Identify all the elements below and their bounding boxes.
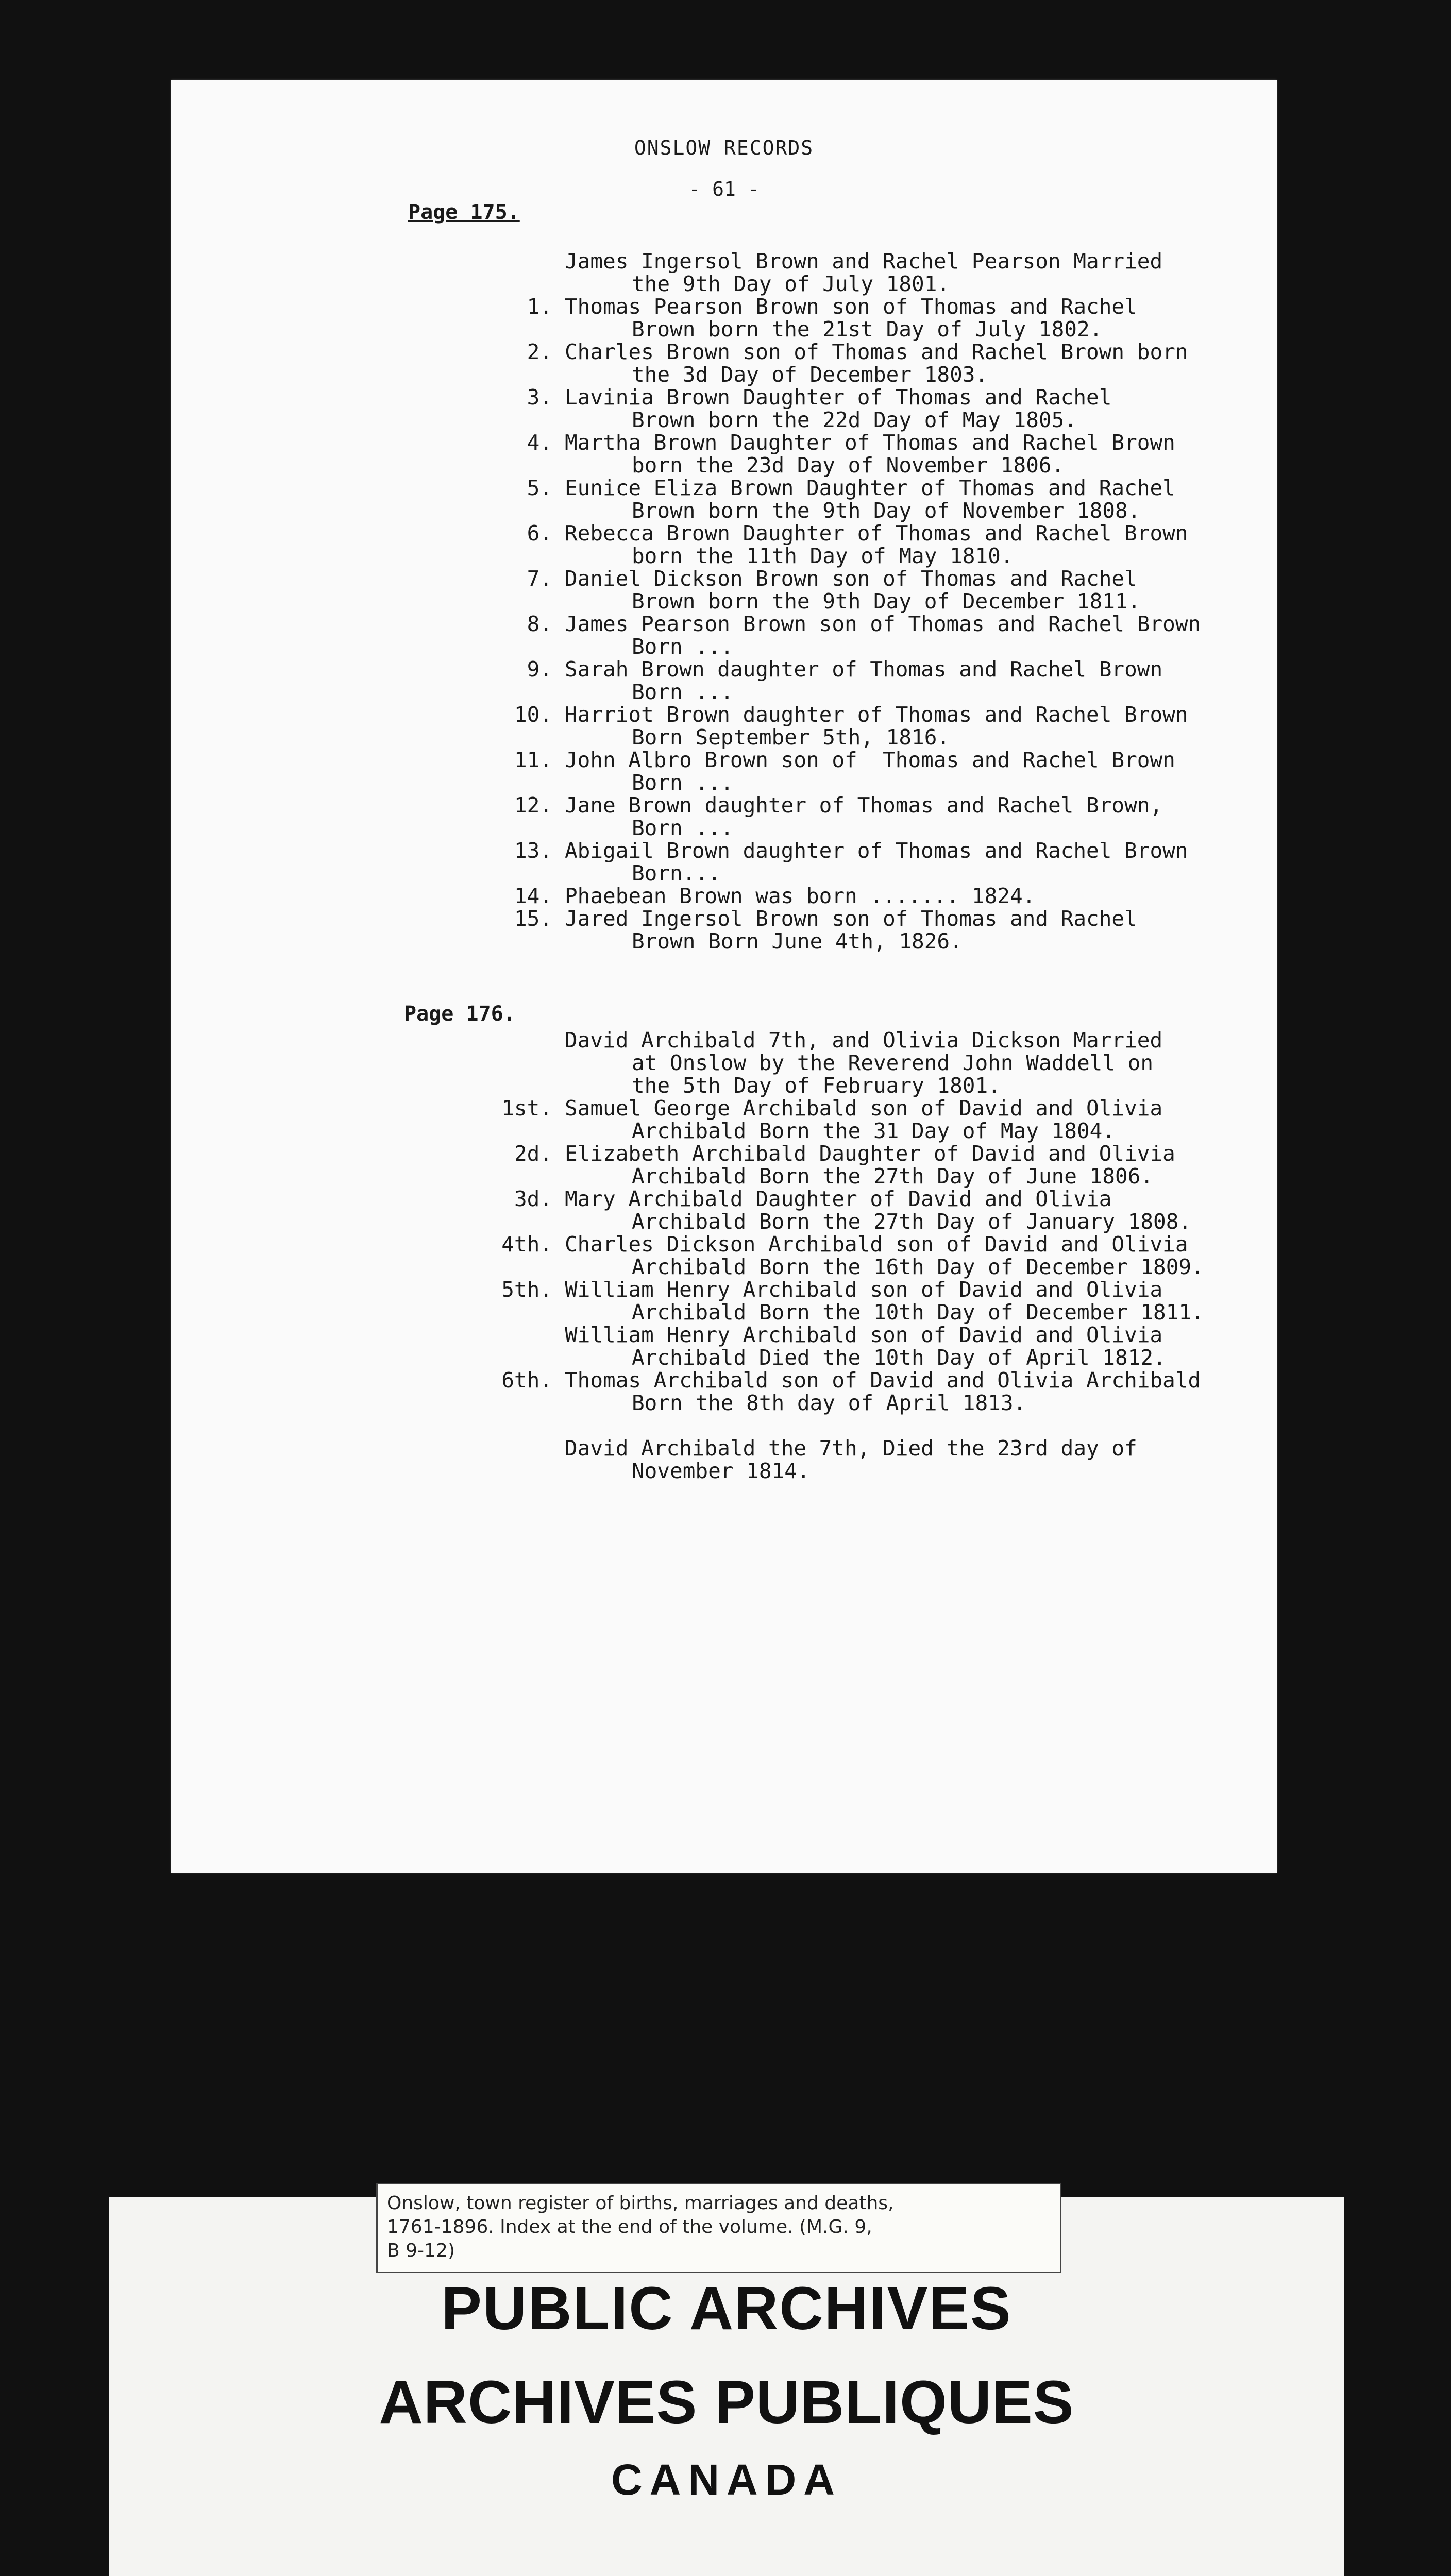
entry-number: 1. [527,294,552,319]
entry-line: Born ... [632,634,734,659]
entry-text [565,250,1260,295]
entry-line: David Archibald the 7th, Died the 23rd day of [565,1436,1137,1461]
entry-line: Phaebean Brown was born ....... 1824. [565,884,1036,908]
entry-number: 1st. [501,1096,552,1121]
entry-line: Brown Born June 4th, 1826. [632,929,963,954]
entry-line: Brown born the 22d Day of May 1805. [632,408,1077,432]
entry-line: Abigail Brown daughter of Thomas and Rachel Brown [565,838,1188,863]
entry-text [565,1097,1260,1142]
entry-text [565,1142,1260,1188]
entry-line: Archibald Born the 10th Day of December 1811. [632,1300,1204,1325]
entry-text [565,341,1260,386]
entry-line: Brown born the 9th Day of December 1811. [632,589,1141,614]
entry-line: Archibald Born the 27th Day of June 1806. [632,1164,1154,1189]
entry-line: Lavinia Brown Daughter of Thomas and Rachel [565,385,1112,410]
entry-line: David Archibald 7th, and Olivia Dickson Married [565,1028,1163,1053]
entry-line: Samuel George Archibald son of David and Olivia [565,1096,1163,1121]
entry-number: 6th. [501,1368,552,1393]
entry-line: Eunice Eliza Brown Daughter of Thomas and Rachel [565,476,1175,500]
entry-number: 2d. [514,1141,552,1166]
entry-line: Thomas Archibald son of David and Olivia Archibald [565,1368,1201,1393]
archive-title-french: ARCHIVES PUBLIQUES [379,2368,1074,2436]
entry-number: 4. [527,430,552,455]
entry-text [565,703,1260,749]
entry-number: 5th. [501,1277,552,1302]
entry-line: James Ingersol Brown and Rachel Pearson Married [565,249,1163,274]
entry-text [565,749,1260,794]
entry-text [565,477,1260,522]
entry-line: Born ... [632,770,734,795]
entry-line: Archibald Born the 31 Day of May 1804. [632,1118,1115,1143]
entry-line: born the 23d Day of November 1806. [632,453,1065,478]
entry-line: November 1814. [632,1459,810,1483]
entry-line: James Pearson Brown son of Thomas and Rachel Brown [565,612,1201,636]
entry-number: 4th. [501,1232,552,1257]
entry-line: Brown born the 9th Day of November 1808. [632,498,1141,523]
entry-text [565,658,1260,703]
entry-line: Jared Ingersol Brown son of Thomas and Rachel [565,906,1137,931]
section-label-page-176: Page 176. [404,1002,516,1026]
document-page [171,80,1277,1873]
entry-line: Rebecca Brown Daughter of Thomas and Rachel Brown [565,521,1188,546]
entry-number: 13. [514,838,552,863]
entry-line: at Onslow by the Reverend John Waddell on [632,1050,1154,1075]
entry-number: 5. [527,476,552,500]
entry-number: 12. [514,793,552,818]
entry-text [565,295,1260,341]
entry-text [565,1369,1260,1414]
entry-text [565,1233,1260,1278]
archive-label-card [109,2193,1344,2576]
entry-text [565,907,1260,953]
catalog-slip-line: 1761-1896. Index at the end of the volume. (M.G. 9, [387,2216,872,2238]
entry-text [565,885,1260,907]
entry-line: Born... [632,861,721,886]
entry-line: Born the 8th day of April 1813. [632,1391,1026,1415]
catalog-slip [376,2183,1061,2273]
entry-number: 8. [527,612,552,636]
entry-line: the 9th Day of July 1801. [632,272,950,296]
entry-line: Jane Brown daughter of Thomas and Rachel Brown, [565,793,1163,818]
entry-text [565,794,1260,839]
entry-text [565,431,1260,477]
entry-line: Martha Brown Daughter of Thomas and Rachel Brown [565,430,1175,455]
entry-line: Born ... [632,816,734,840]
entry-number: 10. [514,702,552,727]
entry-line: Archibald Died the 10th Day of April 1812. [632,1345,1166,1370]
document-header: ONSLOW RECORDS [634,137,814,159]
entry-line: Thomas Pearson Brown son of Thomas and Rachel [565,294,1137,319]
entry-number: 3d. [514,1187,552,1211]
entry-line: Charles Dickson Archibald son of David and Olivia [565,1232,1188,1257]
page-number: - 61 - [688,178,760,200]
entry-line: Brown born the 21st Day of July 1802. [632,317,1103,342]
entry-number: 15. [514,906,552,931]
entry-number: 7. [527,566,552,591]
entry-text [565,567,1260,613]
entry-text [565,1437,1260,1482]
catalog-slip-line: Onslow, town register of births, marriages and deaths, [387,2193,894,2214]
entry-line: Archibald Born the 16th Day of December 1809. [632,1255,1204,1279]
entry-text [565,386,1260,431]
entry-line: Archibald Born the 27th Day of January 1808. [632,1209,1192,1234]
entry-line: Charles Brown son of Thomas and Rachel Brown born [565,340,1188,364]
entry-number: 2. [527,340,552,364]
entry-line: Born September 5th, 1816. [632,725,950,750]
entry-line: John Albro Brown son of Thomas and Rachel Brown [565,748,1175,772]
entry-text [565,613,1260,658]
entry-line: Born ... [632,680,734,704]
entry-line: Mary Archibald Daughter of David and Olivia [565,1187,1112,1211]
archive-country: CANADA [611,2455,842,2504]
entry-line: Harriot Brown daughter of Thomas and Rachel Brown [565,702,1188,727]
catalog-slip-line: B 9-12) [387,2240,455,2261]
entry-line: the 5th Day of February 1801. [632,1073,1001,1098]
entry-text [565,522,1260,567]
entry-text [565,1278,1260,1324]
entry-text [565,839,1260,885]
entry-line: Daniel Dickson Brown son of Thomas and Rachel [565,566,1137,591]
entry-line: William Henry Archibald son of David and Olivia [565,1323,1163,1347]
entry-text [565,1029,1260,1097]
entry-text [565,1324,1260,1369]
entry-line: William Henry Archibald son of David and Olivia [565,1277,1163,1302]
entry-number: 6. [527,521,552,546]
entry-line: Sarah Brown daughter of Thomas and Rachel Brown [565,657,1163,682]
section-label-page-175: Page 175. [408,200,520,224]
archive-title-english: PUBLIC ARCHIVES [441,2275,1012,2343]
entry-line: the 3d Day of December 1803. [632,362,988,387]
entry-text [565,1188,1260,1233]
entry-line: born the 11th Day of May 1810. [632,544,1014,568]
entry-number: 14. [514,884,552,908]
entry-number: 9. [527,657,552,682]
entry-number: 3. [527,385,552,410]
entry-number: 11. [514,748,552,772]
entry-line: Elizabeth Archibald Daughter of David and Olivia [565,1141,1175,1166]
